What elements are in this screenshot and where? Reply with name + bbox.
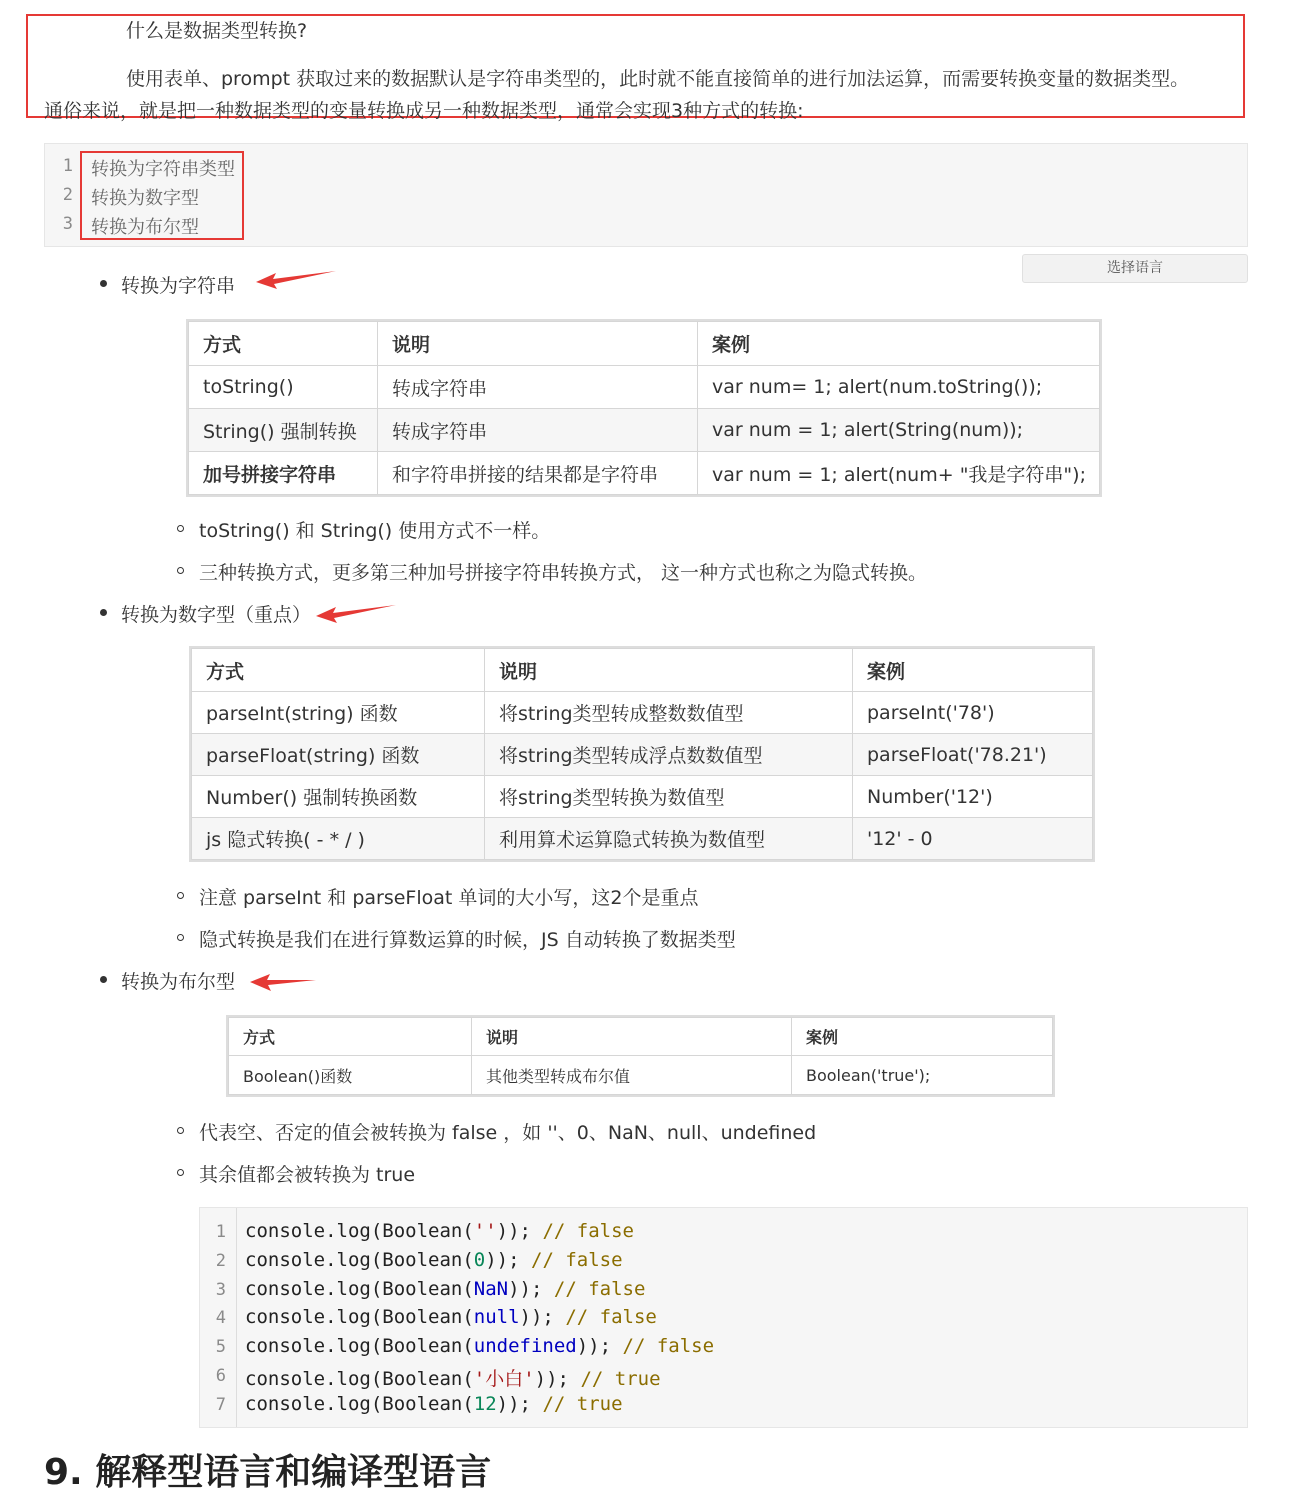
red-arrow-icon xyxy=(316,603,398,625)
string-conversion-table xyxy=(188,321,1100,495)
boolean-conversion-table xyxy=(228,1017,1053,1095)
table-cell: toString() xyxy=(189,366,378,409)
line-number: 4 xyxy=(215,1308,226,1329)
line-number: 3 xyxy=(215,1279,226,1300)
section-title-number: 转换为数字型（重点） xyxy=(121,604,312,626)
table-header-cell: 说明 xyxy=(378,322,698,366)
line-number: 6 xyxy=(215,1366,226,1386)
table-header-cell: 方式 xyxy=(229,1018,472,1056)
bullet-dot xyxy=(100,976,107,983)
table-cell: '12' - 0 xyxy=(853,818,1093,860)
table-row xyxy=(189,366,1100,409)
table-cell: Number('12') xyxy=(853,776,1093,818)
table-header-cell: 案例 xyxy=(792,1018,1053,1056)
note: 三种转换方式，更多第三种加号拼接字符串转换方式， 这一种方式也称之为隐式转换。 xyxy=(199,562,928,584)
table-cell: 将string类型转换为数值型 xyxy=(485,776,853,818)
table-cell: parseInt('78') xyxy=(853,692,1093,734)
line-number: 2 xyxy=(215,1250,226,1271)
note: 隐式转换是我们在进行算数运算的时候，JS 自动转换了数据类型 xyxy=(199,929,736,951)
number-conversion-table xyxy=(191,648,1093,860)
bullet-circle xyxy=(177,1127,184,1134)
table-row xyxy=(229,1056,1053,1095)
bullet-dot xyxy=(100,280,107,287)
table-cell: Number() 强制转换函数 xyxy=(192,776,485,818)
table-cell: var num = 1; alert(String(num)); xyxy=(698,409,1100,452)
table-header-cell: 案例 xyxy=(698,322,1100,366)
intro-paragraph-line-1: 使用表单、prompt 获取过来的数据默认是字符串类型的，此时就不能直接简单的进行加法运算，而需要转换变量的数据类型。 xyxy=(126,68,1190,90)
red-arrow-icon xyxy=(250,971,320,993)
line-number: 3 xyxy=(62,214,73,234)
table-cell: parseFloat('78.21') xyxy=(853,734,1093,776)
section-title-boolean: 转换为布尔型 xyxy=(121,971,236,993)
table-cell: var num = 1; alert(num+ "我是字符串"); xyxy=(698,452,1100,495)
table-cell: 将string类型转成整数数值型 xyxy=(485,692,853,734)
code-line: console.log(Boolean('小白')); // true xyxy=(245,1368,661,1390)
table-cell: parseInt(string) 函数 xyxy=(192,692,485,734)
bullet-circle xyxy=(177,525,184,532)
table-cell: 转成字符串 xyxy=(378,366,698,409)
table-cell: 加号拼接字符串 xyxy=(189,452,378,495)
bullet-circle xyxy=(177,567,184,574)
intro-question: 什么是数据类型转换? xyxy=(126,20,308,42)
table-cell: 和字符串拼接的结果都是字符串 xyxy=(378,452,698,495)
code-line: console.log(Boolean(NaN)); // false xyxy=(245,1277,646,1300)
table-cell: js 隐式转换( - * / ) xyxy=(192,818,485,860)
table-cell: 将string类型转成浮点数数值型 xyxy=(485,734,853,776)
table-cell: parseFloat(string) 函数 xyxy=(192,734,485,776)
boolean-examples-code-block xyxy=(199,1207,1248,1428)
red-arrow-icon xyxy=(256,269,338,291)
code-line: console.log(Boolean(12)); // true xyxy=(245,1392,623,1415)
table-cell: String() 强制转换 xyxy=(189,409,378,452)
code-line: console.log(Boolean(undefined)); // false xyxy=(245,1335,715,1358)
intro-paragraph-line-2: 通俗来说，就是把一种数据类型的变量转换成另一种数据类型，通常会实现3种方式的转换: xyxy=(44,100,804,122)
code-line: 转换为布尔型 xyxy=(91,217,199,238)
table-row xyxy=(192,734,1093,776)
table-cell: 其他类型转成布尔值 xyxy=(472,1056,792,1095)
note: toString() 和 String() 使用方式不一样。 xyxy=(199,520,551,542)
table-header-cell: 方式 xyxy=(192,649,485,692)
next-section-heading: 9. 解释型语言和编译型语言 xyxy=(44,1452,492,1493)
table-row xyxy=(189,452,1100,495)
bullet-circle xyxy=(177,934,184,941)
table-header-cell: 案例 xyxy=(853,649,1093,692)
line-number: 5 xyxy=(215,1337,226,1358)
line-number: 1 xyxy=(215,1222,226,1242)
section-title-string: 转换为字符串 xyxy=(121,275,236,297)
line-number: 7 xyxy=(215,1394,226,1415)
table-cell: Boolean()函数 xyxy=(229,1056,472,1095)
table-row xyxy=(189,409,1100,452)
code-line: console.log(Boolean(0)); // false xyxy=(245,1248,623,1271)
select-language-button[interactable]: 选择语言 xyxy=(1022,254,1248,283)
code-line: 转换为字符串类型 xyxy=(91,159,235,180)
line-number: 1 xyxy=(62,156,73,176)
table-header-cell: 说明 xyxy=(472,1018,792,1056)
code-line: console.log(Boolean(null)); // false xyxy=(245,1306,657,1329)
bullet-dot xyxy=(100,609,107,616)
table-row xyxy=(192,818,1093,860)
note: 其余值都会被转换为 true xyxy=(199,1164,416,1186)
table-header-cell: 方式 xyxy=(189,322,378,366)
table-cell: var num= 1; alert(num.toString()); xyxy=(698,366,1100,409)
note: 注意 parseInt 和 parseFloat 单词的大小写，这2个是重点 xyxy=(199,887,699,909)
line-number: 2 xyxy=(62,185,73,205)
table-header-cell: 说明 xyxy=(485,649,853,692)
code-line: 转换为数字型 xyxy=(91,188,199,209)
table-cell: Boolean('true'); xyxy=(792,1056,1053,1095)
note: 代表空、否定的值会被转换为 false ，如 ''、0、NaN、null、undefined xyxy=(199,1122,817,1144)
bullet-circle xyxy=(177,1169,184,1176)
code-lines-highlight-box xyxy=(80,151,244,240)
table-row xyxy=(192,692,1093,734)
code-line: console.log(Boolean('')); // false xyxy=(245,1220,634,1242)
bullet-circle xyxy=(177,892,184,899)
table-row xyxy=(192,776,1093,818)
table-cell: 利用算术运算隐式转换为数值型 xyxy=(485,818,853,860)
table-cell: 转成字符串 xyxy=(378,409,698,452)
